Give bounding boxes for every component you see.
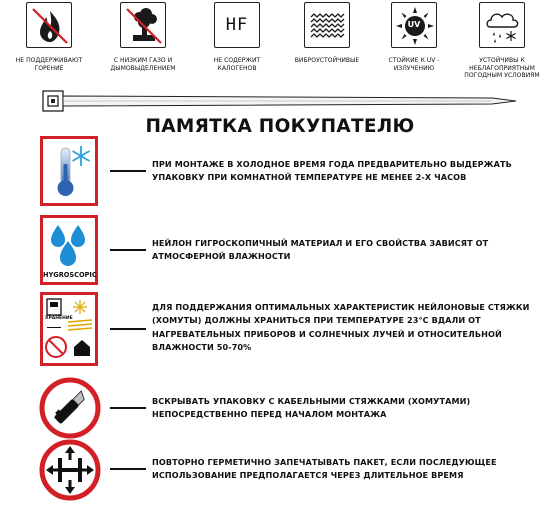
instruction-text: ПРИ МОНТАЖЕ В ХОЛОДНОЕ ВРЕМЯ ГОДА ПРЕДВАРИТЕЛЬНО ВЫДЕРЖАТЬ УПАКОВКУ ПРИ КОМНАТНОЙ ТЕМПЕРАТУРЕ НЕ МЕНЕЕ 2-Х ЧАСОВ (152, 159, 512, 183)
weather-icon (479, 2, 525, 48)
hf-icon-text: HF (225, 15, 249, 35)
water-drops-icon (38, 213, 102, 287)
divider-dash (110, 249, 146, 251)
flame-crossed-icon (26, 2, 72, 48)
feature-uv (371, 2, 457, 72)
instruction-row (38, 432, 558, 506)
feature-flame (6, 2, 92, 72)
uv-sun-icon (391, 2, 437, 48)
uv-icon-text: UV (407, 20, 421, 29)
instruction-text: НЕЙЛОН ГИГРОСКОПИЧНЫЙ МАТЕРИАЛ И ЕГО СВОЙСТВА ЗАВИСЯТ ОТ АТМОСФЕРНОЙ ВЛАЖНОСТИ (152, 238, 489, 262)
reseal-arrows-icon (38, 432, 102, 506)
storage-conditions-icon (38, 292, 102, 366)
hygroscopic-label: HYGROSCOPIC (43, 271, 97, 279)
feature-label: УСТОЙЧИВЫ К НЕБЛАГОПРИЯТНЫМ ПОГОДНЫМ УСЛОВИЯМ (464, 57, 540, 79)
smoke-crossed-icon (120, 2, 166, 48)
vibration-icon (304, 2, 350, 48)
divider-dash (110, 170, 146, 172)
instruction-text: ДЛЯ ПОДДЕРЖАНИЯ ОПТИМАЛЬНЫХ ХАРАКТЕРИСТИК НЕЙЛОНОВЫЕ СТЯЖКИ (ХОМУТЫ) ДОЛЖНЫ ХРАНИТЬСЯ ПРИ ТЕМПЕРАТУРЕ 23°С ВДАЛИ ОТ НАГРЕВАТЕЛЬНЫХ ПРИБОРОВ И СОЛНЕЧНЫХ ЛУЧЕЙ И ОТНОСИТЕЛЬНОЙ ВЛАЖНОСТИ 50-70% (152, 302, 530, 353)
feature-label: С НИЗКИМ ГАЗО И ДЫМОВЫДЕЛЕНИЕМ (110, 57, 176, 72)
cable-tie-image (42, 90, 518, 112)
divider-dash (110, 468, 146, 470)
feature-halogen-free (194, 2, 280, 72)
storage-label: ХРАНЕНИЕ (45, 316, 73, 321)
feature-smoke (100, 2, 186, 72)
divider-dash (110, 328, 146, 330)
feature-label: СТОЙКИЕ К UV - ИЗЛУЧЕНИЮ (388, 57, 440, 72)
page-title: ПАМЯТКА ПОКУПАТЕЛЮ (145, 116, 415, 137)
feature-label: НЕ СОДЕРЖИТ КАЛОГЕНОВ (213, 57, 261, 72)
instruction-row (38, 213, 558, 287)
feature-label: ВИБРОУСТОЙЧИВЫЕ (294, 57, 360, 64)
feature-label: НЕ ПОДДЕРЖИВАЮТ ГОРЕНИЕ (15, 57, 83, 72)
instruction-text: ВСКРЫВАТЬ УПАКОВКУ С КАБЕЛЬНЫМИ СТЯЖКАМИ (ХОМУТАМИ) НЕПОСРЕДСТВЕННО ПЕРЕД НАЧАЛОМ МОНТАЖА (152, 396, 471, 420)
thermometer-snow-icon (38, 134, 102, 208)
feature-vibration (284, 2, 370, 65)
divider-dash (110, 407, 146, 409)
feature-weather (459, 2, 545, 80)
instruction-text: ПОВТОРНО ГЕРМЕТИЧНО ЗАПЕЧАТЫВАТЬ ПАКЕТ, ЕСЛИ ПОСЛЕДУЮЩЕЕ ИСПОЛЬЗОВАНИЕ ПРЕДПОЛАГАЕТСЯ ЧЕРЕЗ ДЛИТЕЛЬНОЕ ВРЕМЯ (152, 457, 497, 481)
instruction-row (38, 292, 558, 366)
hf-icon (214, 2, 260, 48)
instruction-row (38, 134, 558, 208)
